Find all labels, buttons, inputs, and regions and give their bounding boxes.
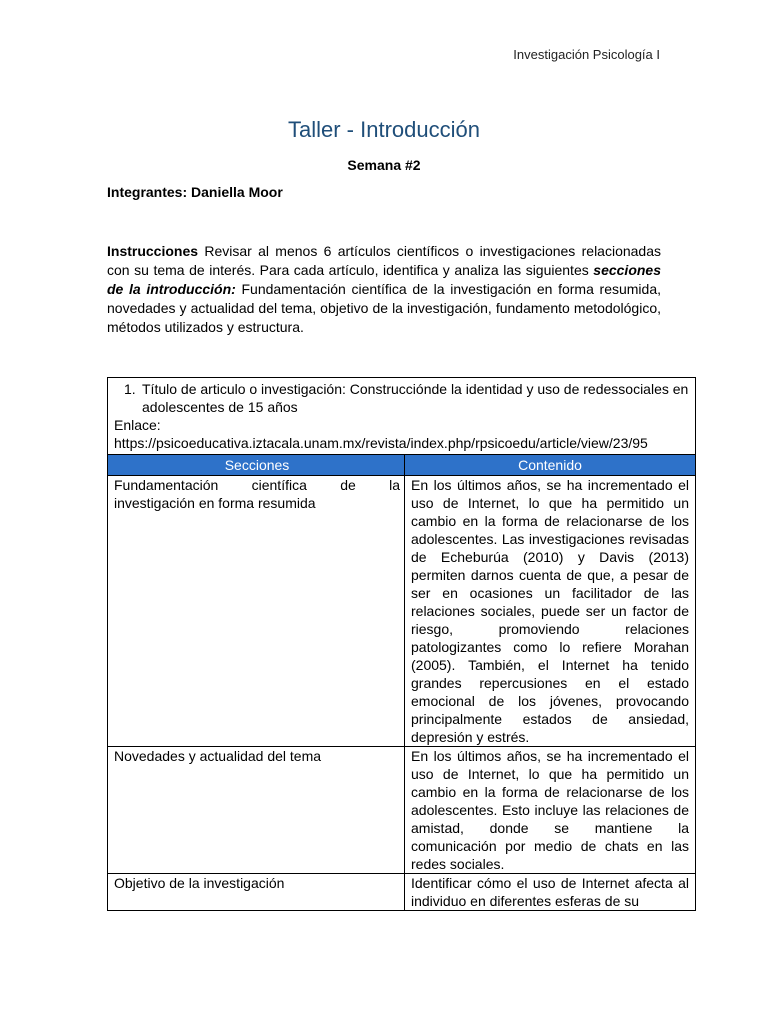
instructions-text-2: Fundamentación científica de la investigación en forma resumida, novedades y actualidad del tema, objetivo de la investigación, fundamento metodológico, métodos utilizados y estructura. [107,281,662,335]
instructions-text-1: Revisar al menos 6 artículos científicos o investigaciones relacionadas con su tema de interés. Para cada artículo, identifica y analiza las siguientes [107,243,661,278]
article-header-cell [108,378,695,455]
instructions-paragraph [107,242,661,337]
content-cell: En los últimos años, se ha incrementado el uso de Internet, lo que ha permitido un cambio en la forma de relacionarse de los adolescentes. Las investigaciones revisadas de Echeburúa (2010) y Davis (2013) permiten darnos cuenta de que, a pesar de ser en ocasiones un facilitador de las relaciones sociales, puede ser un factor de riesgo, promoviendo relaciones patologizantes como lo refiere Morahan (2005). También, el Internet ha tenido grandes repercusiones en el estado emocional de los jóvenes, provocando principalmente estados de ansiedad, depresión y estrés. [411,477,689,745]
table-row [108,476,695,747]
week-label: Semana #2 [347,157,421,173]
column-header-sections: Secciones [108,455,405,475]
section-cell: Objetivo de la investigación [108,874,405,910]
column-header-content: Contenido [518,457,582,473]
article-title: Título de articulo o investigación: Construcciónde la identidad y uso de redessociales en adolescentes de 15 años [142,381,689,415]
instructions-label: Instrucciones [107,243,199,259]
document-title: Taller - Introducción [288,117,480,142]
table-header-row [108,455,695,476]
content-cell: Identificar cómo el uso de Internet afecta al individuo en diferentes esferas de su [411,875,689,909]
article-table [107,377,696,911]
section-text-line-2: investigación en forma resumida [114,495,316,511]
section-cell [108,476,405,746]
article-link[interactable]: https://psicoeducativa.iztacala.unam.mx/revista/index.php/rpsicoedu/article/view/23/95 [114,435,648,451]
section-text-line-1: Fundamentación científica de la [114,477,400,493]
table-row [108,874,695,910]
instructions-emphasis: secciones de la introducción: [107,262,661,297]
members-label: Integrantes: Daniella Moor [107,184,283,200]
table-row [108,747,695,874]
article-number: 1. [124,381,136,397]
content-cell: En los últimos años, se ha incrementado el uso de Internet, lo que ha permitido un cambio en la forma de relacionarse de los adolescentes. Esto incluye las relaciones de amistad, donde se mantiene la comunicación por medio de chats en las redes sociales. [411,748,689,872]
running-header: Investigación Psicología I [513,47,660,62]
link-label: Enlace: [114,417,161,433]
section-cell: Novedades y actualidad del tema [108,747,405,873]
article-title-item [114,380,691,416]
